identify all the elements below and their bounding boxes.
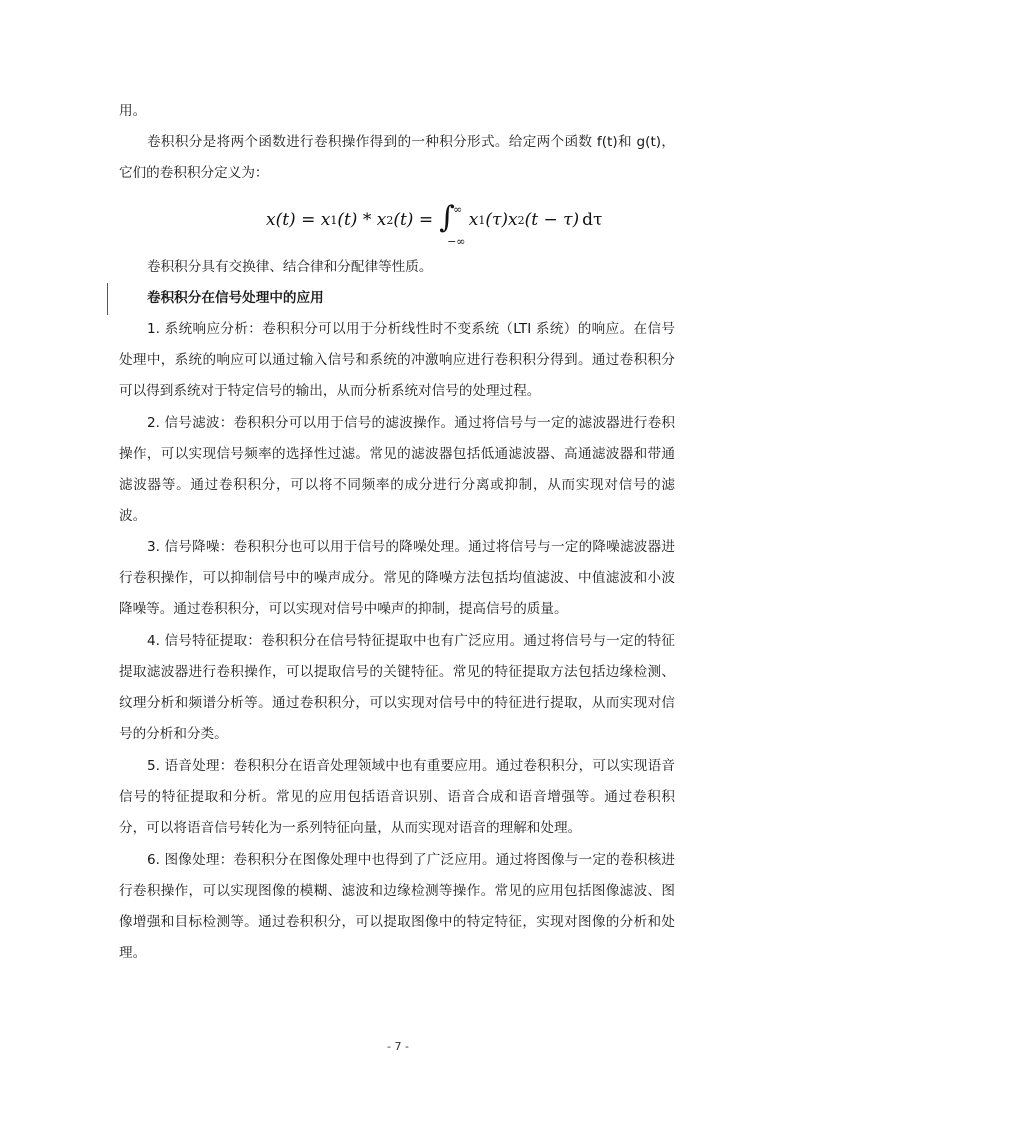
- page-number: - 7 -: [387, 1040, 409, 1053]
- integrand-b: (τ)x: [485, 210, 518, 230]
- convolution-formula: [266, 198, 603, 248]
- formula-sub-1: 1: [330, 213, 338, 227]
- formula-mid-2: (t) =: [393, 210, 434, 230]
- paragraph-continuation: 用。: [119, 103, 147, 119]
- list-item-4: 4. 信号特征提取：卷积积分在信号特征提取中也有广泛应用。通过将信号与一定的特征提取滤波器进行卷积操作，可以提取信号的关键特征。常见的特征提取方法包括边缘检测、纹理分析和频谱分析等。通过卷积积分，可以实现对信号中的特征进行提取，从而实现对信号的分析和分类。: [119, 633, 675, 742]
- integrand-sub-2: 2: [517, 213, 525, 227]
- formula-lhs: x(t) = x: [266, 210, 331, 230]
- integrand-c: (t − τ): [524, 210, 580, 230]
- paragraph-definition-intro: 卷积积分是将两个函数进行卷积操作得到的一种积分形式。给定两个函数 f(t)和 g(t)，它们的卷积积分定义为：: [119, 134, 675, 181]
- list-item-2: 2. 信号滤波：卷积积分可以用于信号的滤波操作。通过将信号与一定的滤波器进行卷积操作，可以实现信号频率的选择性过滤。常见的滤波器包括低通滤波器、高通滤波器和带通滤波器等。通过卷积积分，可以将不同频率的成分进行分离或抑制，从而实现对信号的滤波。: [119, 415, 675, 524]
- integral-upper-limit: ∞: [453, 203, 463, 216]
- list-item-1: 1. 系统响应分析：卷积积分可以用于分析线性时不变系统（LTI 系统）的响应。在信号处理中，系统的响应可以通过输入信号和系统的冲激响应进行卷积积分得到。通过卷积积分可以得到系统对于特定信号的输出，从而分析系统对信号的处理过程。: [119, 321, 675, 399]
- integrand-sub-1: 1: [478, 213, 486, 227]
- list-item-6: 6. 图像处理：卷积积分在图像处理中也得到了广泛应用。通过将图像与一定的卷积核进行卷积操作，可以实现图像的模糊、滤波和边缘检测等操作。常见的应用包括图像滤波、图像增强和目标检测等。通过卷积积分，可以提取图像中的特定特征，实现对图像的分析和处理。: [119, 852, 675, 961]
- formula-differential: dτ: [582, 210, 603, 230]
- section-heading: 卷积积分在信号处理中的应用: [147, 290, 324, 306]
- formula-mid-1: (t) * x: [337, 210, 387, 230]
- formula-sub-2: 2: [386, 213, 394, 227]
- paragraph-properties: 卷积积分具有交换律、结合律和分配律等性质。: [147, 259, 433, 275]
- integral-lower-limit: −∞: [447, 235, 466, 248]
- list-item-3: 3. 信号降噪：卷积积分也可以用于信号的降噪处理。通过将信号与一定的降噪滤波器进行卷积操作，可以抑制信号中的噪声成分。常见的降噪方法包括均值滤波、中值滤波和小波降噪等。通过卷积积分，可以实现对信号中噪声的抑制，提高信号的质量。: [119, 539, 675, 617]
- text-cursor: [107, 283, 108, 315]
- integral-sign: ∫ ∞ −∞: [439, 203, 455, 233]
- integrand-a: x: [468, 210, 479, 230]
- list-item-5: 5. 语音处理：卷积积分在语音处理领域中也有重要应用。通过卷积积分，可以实现语音信号的特征提取和分析。常见的应用包括语音识别、语音合成和语音增强等。通过卷积积分，可以将语音信号转化为一系列特征向量，从而实现对语音的理解和处理。: [119, 758, 675, 836]
